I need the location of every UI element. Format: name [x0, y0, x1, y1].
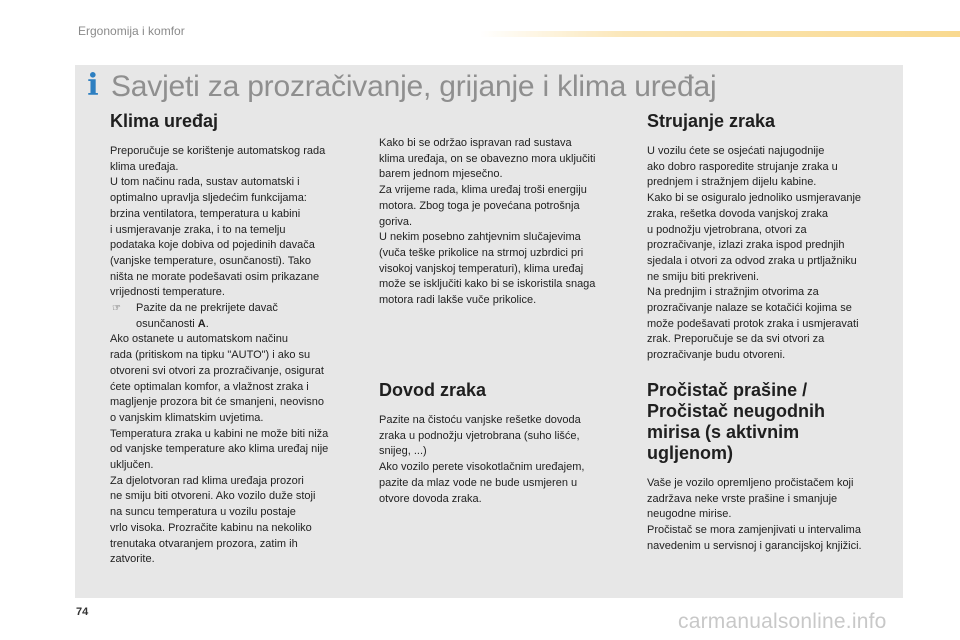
procistac-heading: Pročistač prašine / Pročistač neugodnih mirisa (s aktivnim ugljenom): [647, 380, 826, 463]
procistac-section: [647, 380, 899, 555]
bullet-text: [136, 301, 278, 332]
klima-maintenance-section: [379, 136, 631, 309]
header-accent-bar: [480, 31, 960, 37]
page-title: Savjeti za prozračivanje, grijanje i klima uređaj: [111, 70, 717, 103]
strujanje-heading: Strujanje zraka: [647, 111, 776, 131]
watermark: carmanualsonline.info: [678, 610, 887, 633]
section-header: Ergonomija i komfor: [78, 24, 185, 38]
bullet-text-before: Pazite da ne prekrijete davač osunčanosti: [136, 302, 278, 330]
bullet-text-after: .: [205, 317, 209, 330]
info-icon: i: [87, 68, 99, 103]
klima-auto-text: Ako ostanete u automatskom načinu rada (pritiskom na tipku "AUTO") i ako su otvoreni svi otvori za prozračivanje, osigurat ćete optimalan komfor, a vlažnost zraka i magljenje prozora bit će smanjeni, neovisno o vanjskim klimatskim uvjetima. Temperatura zraka u kabini ne može biti niža od vanjske temperature ako klima uređaj nije uključen. Za djelotvoran rad klima uređaja prozori ne smiju biti otvoreni. Ako vozilo duže stoji na suncu temperatura u vozilu postaje vrlo visoka. Prozračite kabinu na nekoliko trenutaka otvaranjem prozora, zatim ih zatvorite.: [110, 333, 329, 566]
strujanje-text: U vozilu ćete se osjećati najugodnije ako dobro rasporedite strujanje zraka u prednjem i stražnjem dijelu kabine. Kako bi se osiguralo jednoliko usmjeravanje zraka, rešetka dovoda vanjskoj zraka u podnožju vjetrobrana, otvori za prozračivanje, izlazi zraka ispod prednjih sjedala i otvori za odvod zraka u prtljažniku ne smiju biti prekriveni. Na prednjim i stražnjim otvorima za prozračivanje nalaze se kotačići kojima se može podešavati protok zraka i usmjeravati zrak. Preporučuje se da svi otvori za prozračivanje budu otvoreni.: [647, 145, 862, 362]
klima-maintenance-text: Kako bi se održao ispravan rad sustava klima uređaja, on se obavezno mora uključiti barem jednom mjesečno. Za vrijeme rada, klima uređaj troši energiju motora. Zbog toga je povećana potrošnja goriva. U nekim posebno zahtjevnim slučajevima (vuča teške prikolice na strmoj uzbrdici pri visokoj vanjskoj temperaturi), klima uređaj može se isključiti kako bi se iskoristila snaga motora radi lakše vuče prikolice.: [379, 137, 596, 307]
bullet-bold-label: A: [197, 317, 206, 330]
dovod-text: Pazite na čistoću vanjske rešetke dovoda zraka u podnožju vjetrobrana (suho lišće, snijeg, ...) Ako vozilo perete visokotlačnim uređajem, pazite da mlaz vode ne bude usmjeren u otvore dovoda zraka.: [379, 414, 585, 505]
klima-section: [110, 111, 360, 568]
klima-bullet: [110, 301, 360, 332]
klima-heading: Klima uređaj: [110, 111, 219, 131]
procistac-text: Vaše je vozilo opremljeno pročistačem koji zadržava neke vrste prašine i smanjuje neugodne mirise. Pročistač se mora zamjenjivati u intervalima navedenim u servisnoj i garancijskoj knjižici.: [647, 477, 862, 552]
dovod-section: [379, 380, 631, 507]
dovod-heading: Dovod zraka: [379, 380, 487, 400]
klima-intro-text: Preporučuje se korištenje automatskog rada klima uređaja. U tom načinu rada, sustav automatski i optimalno upravlja sljedećim funkcijama: brzina ventilatora, temperatura u kabini i usmjeravanje zraka, i to na temelju podataka koje dobiva od pojedinih davača (vanjske temperature, osunčanosti). Tako ništa ne morate podešavati osim prikazane vrijednosti temperature.: [110, 145, 326, 299]
pointing-hand-icon: ☞: [112, 303, 121, 315]
page-number: 74: [76, 606, 89, 618]
strujanje-section: [647, 111, 899, 364]
